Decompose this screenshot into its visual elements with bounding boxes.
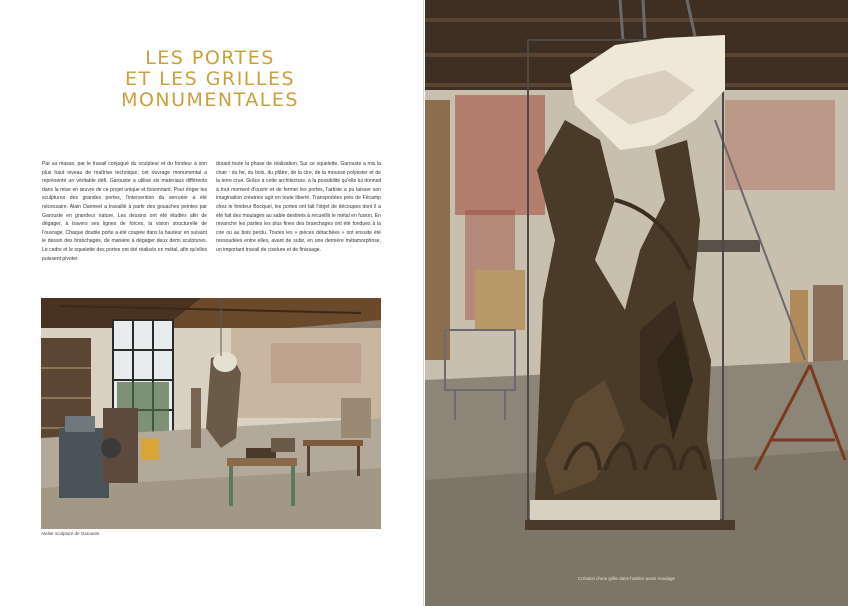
- workshop-illustration: [41, 298, 381, 529]
- title-line-1: LES PORTES: [145, 47, 275, 69]
- title-line-3: MONUMENTALES: [121, 89, 299, 111]
- workshop-photo-caption: Atelier sculpture de Garouste: [41, 531, 100, 536]
- body-column-1: Par sa masse, par le travail conjugué du sculpteur et du fondeur à son plus haut niveau de maîtrise technique, cet ouvrage monumental a représenté un véritable défi. Garouste a utilisé six matériaux différents dans la mise en œuvre de ce projet unique et foisonnant. Pour ériger les sculptures des grandes portes, l'intervention du serrurier a été nécessaire. Alain Danneel a travaillé à partir des gouaches peintes par Garouste en grandeur nature. Les dessins ont été étudiés afin de dégager, à travers ses lignes de forces, la vision structurelle de l'ouvrage. Chaque double porte a été coupée dans la hauteur en suivant le dessin des branchages, de manière à dégager deux demi sculptures. Le cadre et le squelette des portes ont été réalisés en métal, afin qu'elles puissent pivoter: [42, 161, 207, 262]
- sculpture-photo: [425, 0, 848, 606]
- sculpture-photo-caption: Création d'une grille dans l'atelier avant moulage: [578, 576, 676, 581]
- title-line-2: ET LES GRILLES: [124, 68, 296, 90]
- page-title: [40, 48, 380, 111]
- workshop-photo: [41, 298, 381, 529]
- sculpture-illustration: [425, 0, 848, 606]
- body-column-2: durant toute la phase de réalisation. Sur ce squelette, Garouste a mis la chair : du fer, du bois, du plâtre, de la cire, de la mousse polyester et de la terre crue. Grâce à cette architecture, à la possibilité qu'elle lui donnait à tout moment d'ouvrir et de fermer les portes, l'artiste a pu laisser son imagination créatrice agir en toute liberté. Transportées près de Fécamp chez le fondeur Bocquel, les portes ont fait l'objet de découpes dont il a été fait des moulages au sable destinés à recueillir le métal en fusion. En revanche les parties les plus fines des branchages ont été fondues à la cire ou au bois perdu. Toutes les « pièces détachées » ont ensuite été ressoudées entre elles, avant de subir, en une dernière métamorphose, un important travail de ciselure et de finissage.: [216, 161, 381, 253]
